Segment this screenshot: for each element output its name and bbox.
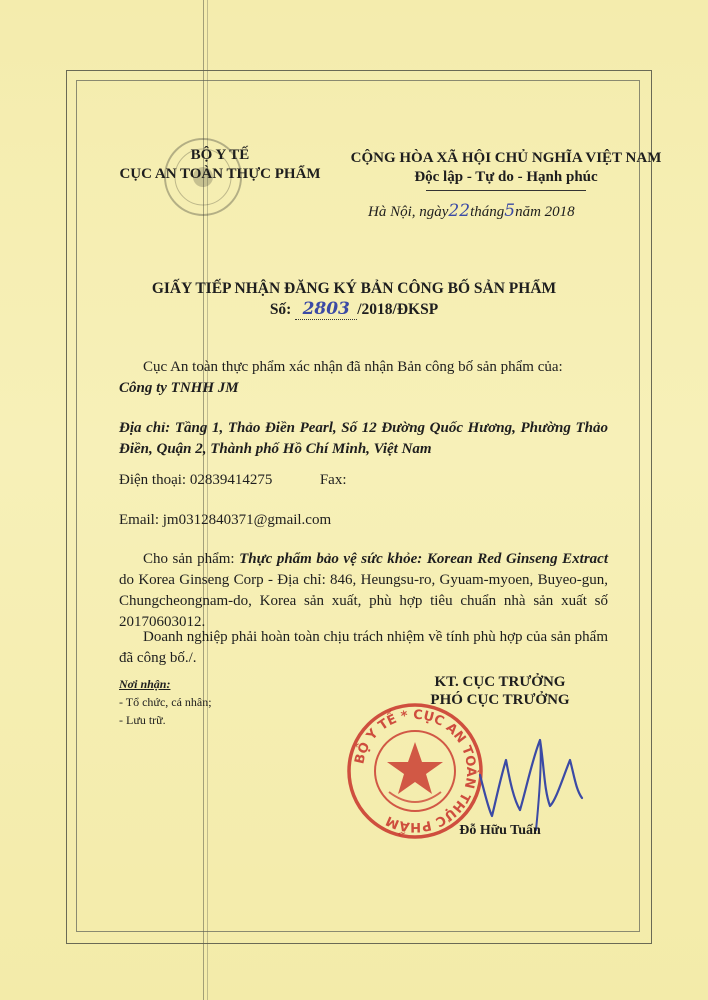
intro-paragraph: Cục An toàn thực phẩm xác nhận đã nhận Bản công bố sản phẩm của:: [143, 359, 563, 375]
company-name: Công ty TNHH JM: [119, 380, 239, 396]
address-value: Tầng 1, Thảo Điền Pearl, Số 12 Đường Quốc Hương, Phường Thảo Điền, Quận 2, Thành phố Hồ Chí Minh, Việt Nam: [119, 420, 608, 457]
product-suffix: do Korea Ginseng Corp - Địa chỉ: 846, Heungsu-ro, Gyuam-myoen, Buyeo-gun, Chungcheongnam-do, Korea sản xuất, phù hợp tiêu chuẩn nhà sản xuất số 20170603012.: [119, 572, 608, 630]
recipients-block: [119, 675, 212, 729]
signer-name: Đỗ Hữu Tuấn: [459, 823, 541, 838]
product-paragraph: [119, 549, 608, 633]
address-label: Địa chỉ:: [119, 420, 171, 436]
product-name: Thực phẩm bảo vệ sức khỏe: Korean Red Ginseng Extract: [239, 551, 608, 567]
national-motto: Độc lập - Tự do - Hạnh phúc: [414, 169, 598, 185]
email-label: Email:: [119, 512, 159, 528]
agency-name: CỤC AN TOÀN THỰC PHẨM: [119, 166, 321, 182]
phone-label: Điện thoại:: [119, 472, 187, 488]
fax-label: Fax:: [319, 472, 347, 488]
recipients-heading: Nơi nhận:: [119, 677, 171, 691]
responsibility-paragraph: Doanh nghiệp phải hoàn toàn chịu trách nhiệm về tính phù hợp của sản phẩm đã công bố./.: [119, 629, 608, 666]
recipient-item: - Lưu trữ.: [119, 713, 166, 727]
number-label: Số:: [269, 301, 292, 318]
date-year: năm 2018: [515, 204, 575, 220]
address-paragraph: [119, 418, 608, 460]
date-line: [368, 201, 575, 221]
official-seal-icon: [344, 700, 486, 842]
date-prefix: Hà Nội, ngày: [368, 204, 449, 220]
republic-name: CỘNG HÒA XÃ HỘI CHỦ NGHĨA VIỆT NAM: [350, 150, 662, 166]
email-value: jm0312840371@gmail.com: [162, 512, 332, 528]
product-prefix: Cho sản phẩm:: [143, 551, 235, 567]
recipient-item: - Tổ chức, cá nhân;: [119, 695, 212, 709]
date-month-label: tháng: [470, 204, 505, 220]
phone-line: [119, 470, 608, 491]
phone-value: 02839414275: [189, 472, 273, 488]
document-title: GIẤY TIẾP NHẬN ĐĂNG KÝ BẢN CÔNG BỐ SẢN PHẨM: [151, 280, 557, 297]
email-line: [119, 510, 608, 531]
seal-text: BỘ Y TẾ * CỤC AN TOÀN THỰC PHẨM: [352, 707, 479, 835]
signer-title-1: KT. CỤC TRƯỞNG: [434, 674, 566, 690]
signer-title-2: PHÓ CỤC TRƯỞNG: [430, 692, 570, 708]
motto-underline: [426, 190, 586, 191]
date-day: 22: [448, 201, 471, 221]
number-suffix: /2018/ĐKSP: [357, 301, 439, 318]
document-number: [70, 299, 638, 320]
date-month: 5: [504, 201, 516, 221]
number-value: 2803: [295, 299, 357, 320]
signature-mark-icon: [470, 720, 590, 840]
ministry-name: BỘ Y TẾ: [190, 147, 250, 163]
